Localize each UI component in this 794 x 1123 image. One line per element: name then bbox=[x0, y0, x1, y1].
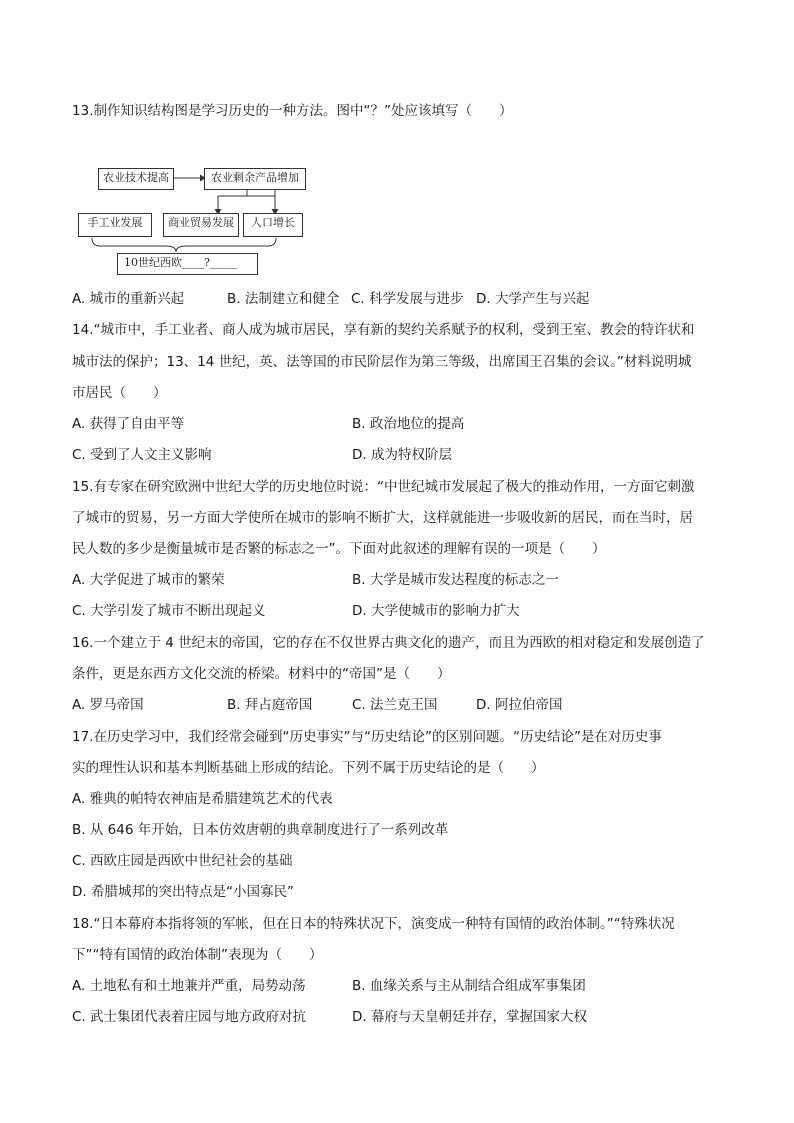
q17-stem-line-2: 实的理性认识和基本判断基础上形成的结论。下列不属于历史结论的是（ ） bbox=[72, 760, 545, 776]
diagram-box-handicraft: 手工业发展 bbox=[78, 213, 152, 237]
q17-option-d[interactable]: D. 希腊城邦的突出特点是“小国寡民” bbox=[72, 884, 294, 900]
q16-option-d[interactable]: D. 阿拉伯帝国 bbox=[476, 697, 563, 713]
q18-option-d[interactable]: D. 幕府与天皇朝廷并存，掌握国家大权 bbox=[352, 1009, 587, 1025]
q13-option-b[interactable]: B. 法制建立和健全 bbox=[227, 291, 340, 307]
q14-option-d[interactable]: D. 成为特权阶层 bbox=[352, 447, 452, 463]
q16-option-c[interactable]: C. 法兰克王国 bbox=[352, 697, 438, 713]
q17-stem-line-1: 17.在历史学习中，我们经常会碰到“历史事实”与“历史结论”的区别问题。“历史结论”是在对历史事 bbox=[72, 729, 662, 745]
q16-stem-line-1: 16.一个建立于 4 世纪末的帝国，它的存在不仅世界古典文化的遗产，而且为西欧的相对稳定和发展创造了 bbox=[72, 635, 705, 651]
q15-option-b[interactable]: B. 大学是城市发达程度的标志之一 bbox=[352, 572, 559, 588]
q15-stem-line-2: 了城市的贸易，另一方面大学使所在城市的影响不断扩大，这样就能进一步吸收新的居民，而在当时，居 bbox=[72, 510, 693, 526]
q13-option-a[interactable]: A. 城市的重新兴起 bbox=[72, 291, 185, 307]
q18-option-b[interactable]: B. 血缘关系与主从制结合组成军事集团 bbox=[352, 978, 586, 994]
q13-option-d[interactable]: D. 大学产生与兴起 bbox=[476, 291, 590, 307]
q17-option-c[interactable]: C. 西欧庄园是西欧中世纪社会的基础 bbox=[72, 853, 293, 869]
q18-option-c[interactable]: C. 武士集团代表着庄园与地方政府对抗 bbox=[72, 1009, 307, 1025]
q14-option-b[interactable]: B. 政治地位的提高 bbox=[352, 416, 465, 432]
q16-option-a[interactable]: A. 罗马帝国 bbox=[72, 697, 144, 713]
q15-option-a[interactable]: A. 大学促进了城市的繁荣 bbox=[72, 572, 225, 588]
diagram-box-agricultural-tech: 农业技术提高 bbox=[98, 168, 174, 190]
q15-option-d[interactable]: D. 大学使城市的影响力扩大 bbox=[352, 603, 520, 619]
q18-stem-line-1: 18.“日本幕府本指将领的军帐，但在日本的特殊状况下，演变成一种特有国情的政治体制。”“特殊状况 bbox=[72, 916, 675, 932]
q17-option-a[interactable]: A. 雅典的帕特农神庙是希腊建筑艺术的代表 bbox=[72, 791, 333, 807]
q18-option-a[interactable]: A. 土地私有和土地兼并严重，局势动荡 bbox=[72, 978, 306, 994]
diagram-box-agricultural-surplus: 农业剩余产品增加 bbox=[204, 168, 306, 190]
q15-option-c[interactable]: C. 大学引发了城市不断出现起义 bbox=[72, 603, 266, 619]
diagram-box-result: 10世纪西欧____?_____ bbox=[117, 253, 258, 275]
q14-stem-line-2: 城市法的保护；13、14 世纪，英、法等国的市民阶层作为第三等级，出席国王召集的会议。”材料说明城 bbox=[72, 354, 692, 370]
q13-option-c[interactable]: C. 科学发展与进步 bbox=[351, 291, 464, 307]
q14-stem-line-3: 市居民（ ） bbox=[72, 385, 167, 401]
q17-option-b[interactable]: B. 从 646 年开始，日本仿效唐朝的典章制度进行了一系列改革 bbox=[72, 822, 449, 838]
q15-stem-line-3: 民人数的多少是衡量城市是否繁的标志之一”。下面对此叙述的理解有误的一项是（ ） bbox=[72, 541, 606, 557]
q14-stem-line-1: 14.“城市中，手工业者、商人成为城市居民，享有新的契约关系赋予的权利，受到王室、教会的特许状和 bbox=[72, 322, 695, 338]
diagram-box-population: 人口增长 bbox=[243, 213, 303, 237]
q16-option-b[interactable]: B. 拜占庭帝国 bbox=[227, 697, 313, 713]
q14-option-c[interactable]: C. 受到了人文主义影响 bbox=[72, 447, 212, 463]
q15-stem-line-1: 15.有专家在研究欧洲中世纪大学的历史地位时说：“中世纪城市发展起了极大的推动作用，一方面它刺激 bbox=[72, 479, 695, 495]
q18-stem-line-2: 下”“特有国情的政治体制”表现为（ ） bbox=[72, 947, 323, 963]
diagram-box-trade: 商业贸易发展 bbox=[163, 213, 239, 237]
q16-stem-line-2: 条件，更是东西方文化交流的桥梁。材料中的“帝国”是（ ） bbox=[72, 666, 451, 682]
q14-option-a[interactable]: A. 获得了自由平等 bbox=[72, 416, 185, 432]
q13-stem: 13.制作知识结构图是学习历史的一种方法。图中“？”处应该填写（ ） bbox=[72, 103, 513, 119]
